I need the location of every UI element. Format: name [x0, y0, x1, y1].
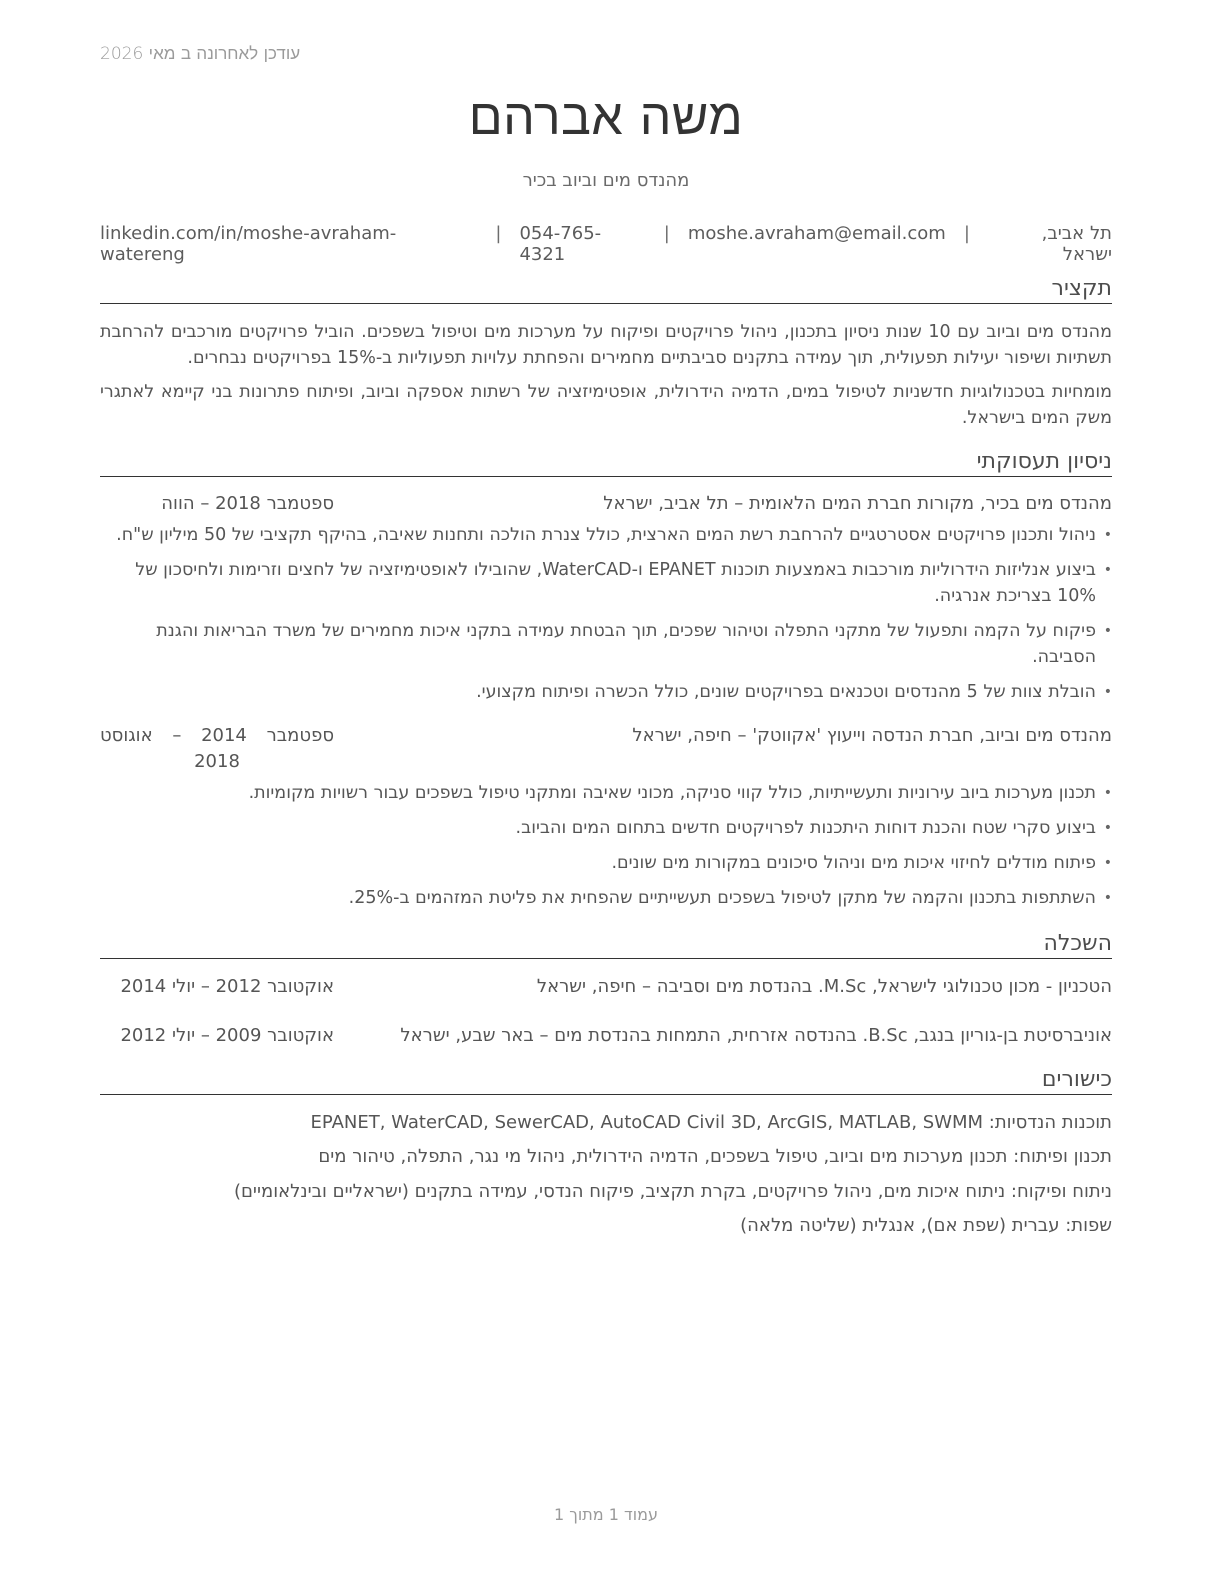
job-bullets: [100, 522, 1112, 714]
job-dates: ספטמבר 2018 – הווה: [161, 493, 334, 514]
page-number: עמוד 1 מתוך 1: [554, 1505, 658, 1524]
education-dates: אוקטובר 2009 – יולי 2012: [120, 1025, 334, 1046]
summary-paragraph: מומחיות בטכנולוגיות חדשניות לטיפול במים, הדמיה הידרולית, אופטימיזציה של רשתות אספקה וביוב, ופיתוח פתרונות בני קיימא לאתגרי משק המים בישראל.: [100, 382, 1112, 428]
last-updated: עודכן לאחרונה ב מאי 2026: [100, 44, 301, 64]
list-item: • ניהול ותכנון פרויקטים אסטרטגיים להרחבת רשת המים הארצית, כולל צנרת הולכה ותחנות שאיבה, בהיקף תקציבי של 50 מיליון ש"ח.: [100, 522, 1112, 548]
summary-paragraph: מהנדס מים וביוב עם 10 שנות ניסיון בתכנון, ניהול פרויקטים ופיקוח על מערכות מים וטיפול בשפכים. הוביל פרויקטים מורכבים להרחבת תשתיות ושיפור יעילות תפעולית, תוך עמידה בתקנים סביבתיים מחמירים והפחתת עלויות תפעוליות ב-15% בפרויקטים נבחרים.: [100, 322, 1112, 368]
skill-line: תכנון ופיתוח: תכנון מערכות מים וביוב, טיפול בשפכים, הדמיה הידרולית, ניהול מי נגר, התפלה, טיהור מים: [318, 1146, 1112, 1167]
contact-linkedin[interactable]: linkedin.com/in/moshe-avraham-watereng: [99, 223, 397, 265]
skills-heading: כישורים: [100, 1067, 1112, 1095]
list-item: • פיתוח מודלים לחיזוי איכות מים וניהול סיכונים במקורות מים שונים.: [100, 850, 1112, 876]
contact-phone[interactable]: 054-765-4321: [519, 223, 602, 265]
education-title: אוניברסיטת בן-גוריון בנגב, B.Sc. בהנדסה אזרחית, התמחות בהנדסת מים – באר שבע, ישראל: [400, 1025, 1112, 1046]
education-title: הטכניון - מכון טכנולוגי לישראל, M.Sc. בהנדסת מים וסביבה – חיפה, ישראל: [536, 976, 1112, 997]
education-heading: השכלה: [100, 931, 1112, 959]
experience-heading: ניסיון תעסוקתי: [100, 449, 1112, 477]
contact-line: [100, 223, 1112, 265]
skill-line: תוכנות הנדסיות: EPANET, WaterCAD, SewerCAD, AutoCAD Civil 3D, ArcGIS, MATLAB, SWMM: [310, 1112, 1112, 1133]
job-title: מהנדס מים וביוב, חברת הנדסה וייעוץ 'אקווטק' – חיפה, ישראל: [632, 725, 1112, 746]
contact-separator: |: [963, 223, 970, 244]
contact-separator: |: [663, 223, 670, 244]
list-item: • תכנון מערכות ביוב עירוניות ותעשייתיות, כולל קווי סניקה, מכוני שאיבה ומתקני טיפול בשפכים עבור רשויות מקומיות.: [100, 780, 1112, 806]
skill-line: ניתוח ופיקוח: ניתוח איכות מים, ניהול פרויקטים, בקרת תקציב, פיקוח הנדסי, עמידה בתקנים (ישראליים ובינלאומיים): [233, 1181, 1112, 1202]
candidate-title: מהנדס מים וביוב בכיר: [522, 170, 690, 191]
job-dates: ספטמבר 2014 – אוגוסט 2018: [100, 725, 335, 772]
candidate-name: משה אברהם: [468, 88, 744, 146]
list-item: • פיקוח על הקמה ותפעול של מתקני התפלה וטיהור שפכים, תוך הבטחת עמידה בתקני איכות מחמירים של משרד הבריאות והגנת הסביבה.: [100, 618, 1112, 670]
list-item: • ביצוע סקרי שטח והכנת דוחות היתכנות לפרויקטים חדשים בתחום המים והביוב.: [100, 815, 1112, 841]
summary-heading: תקציר: [100, 276, 1112, 304]
job-bullets: [100, 780, 1112, 920]
contact-email[interactable]: moshe.avraham@email.com: [687, 223, 946, 244]
contact-location: תל אביב, ישראל: [1041, 223, 1112, 265]
skill-line: שפות: עברית (שפת אם), אנגלית (שליטה מלאה): [740, 1215, 1112, 1236]
resume-page: [100, 0, 1112, 1584]
job-title: מהנדס מים בכיר, מקורות חברת המים הלאומית – תל אביב, ישראל: [603, 493, 1112, 514]
education-dates: אוקטובר 2012 – יולי 2014: [120, 976, 334, 997]
contact-separator: |: [495, 223, 502, 244]
list-item: • ביצוע אנליזות הידרוליות מורכבות באמצעות תוכנות EPANET ו-WaterCAD, שהובילו לאופטימיזציה של לחצים וזרימות ולחיסכון של 10% בצריכת אנרגיה.: [100, 557, 1112, 609]
list-item: • הובלת צוות של 5 מהנדסים וטכנאים בפרויקטים שונים, כולל הכשרה ופיתוח מקצועי.: [100, 679, 1112, 705]
list-item: • השתתפות בתכנון והקמה של מתקן לטיפול בשפכים תעשייתיים שהפחית את פליטת המזהמים ב-25%.: [100, 885, 1112, 911]
